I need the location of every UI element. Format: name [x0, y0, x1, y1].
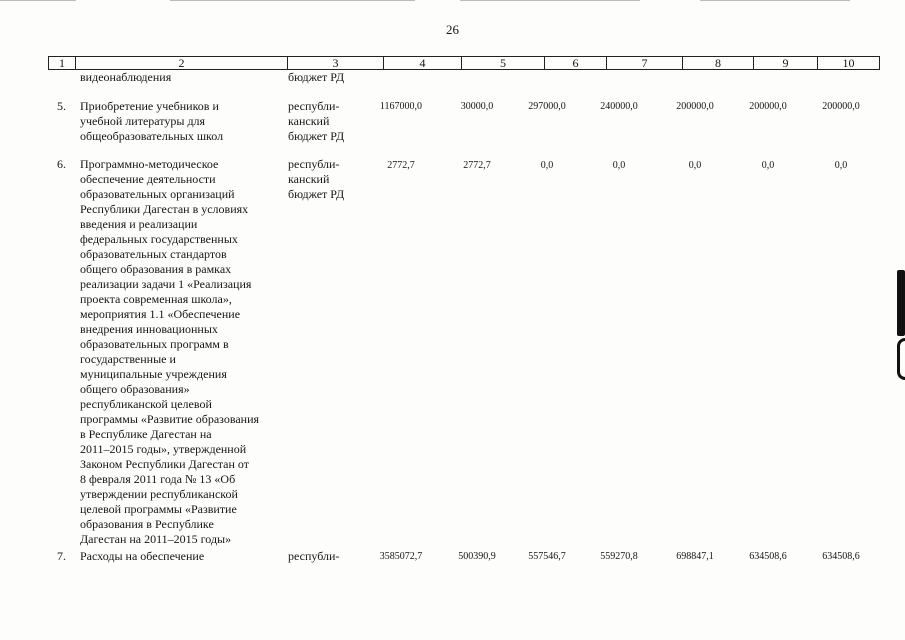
row-source: республи-: [288, 549, 340, 563]
row-source: республи- канский бюджет РД: [288, 157, 345, 201]
header-col-7: 7: [606, 57, 682, 69]
row-name: Программно-методическое обеспечение деятельности образовательных организаций Республики Дагестан в условиях введения и реализации федеральных государственных образовательных стандартов общего образования в рамках реализации задачи 1 «Реализация проекта современная школа», мероприятия 1.1 «Обеспечение внедрения инновационных образовательных программ в государственные и муниципальные учреждения общего образования» республиканской целевой программы «Развитие образования в Республике Дагестан на 2011–2015 годы», утвержденной Законом Республики Дагестан от 8 февраля 2011 года № 13 «Об утверждении республиканской целевой программы «Развитие образования в Республике Дагестан на 2011–2015 годы»: [80, 157, 260, 546]
row-number: 5.: [57, 99, 66, 113]
row-name: Расходы на обеспечение: [80, 549, 205, 563]
value-col-10: 200000,0: [822, 101, 860, 112]
header-col-1: 1: [59, 56, 65, 70]
value-col-4: 2772,7: [387, 160, 415, 171]
value-col-9: 634508,6: [749, 551, 787, 562]
value-col-7: 559270,8: [600, 551, 638, 562]
value-col-10: 634508,6: [822, 551, 860, 562]
value-col-6: 0,0: [540, 160, 554, 171]
header-col-5: 5: [461, 57, 544, 69]
value-col-5: 500390,9: [458, 551, 496, 562]
header-col-4: 4: [383, 57, 461, 69]
value-col-8: 200000,0: [676, 101, 714, 112]
page-number: 26: [446, 22, 459, 37]
scan-binding-mark: [897, 338, 905, 380]
header-col-2: 2: [75, 57, 287, 69]
scan-smudge-mark: [897, 270, 905, 336]
value-col-9: 200000,0: [749, 101, 787, 112]
table-header-row: [48, 56, 880, 70]
value-col-9: 0,0: [761, 160, 775, 171]
value-col-8: 698847,1: [676, 551, 714, 562]
value-col-6: 297000,0: [528, 101, 566, 112]
value-col-5: 2772,7: [463, 160, 491, 171]
value-col-10: 0,0: [834, 160, 848, 171]
header-col-6: 6: [544, 57, 606, 69]
row-number: 6.: [57, 157, 66, 171]
row-number: 7.: [57, 549, 66, 563]
value-col-5: 30000,0: [460, 101, 494, 112]
continuation-name: видеонаблюдения: [80, 70, 172, 84]
row-source: республи- канский бюджет РД: [288, 99, 345, 143]
header-col-8: 8: [682, 57, 753, 69]
header-col-10: 10: [817, 57, 879, 69]
value-col-4: 1167000,0: [379, 101, 423, 112]
value-col-4: 3585072,7: [379, 551, 423, 562]
value-col-7: 240000,0: [600, 101, 638, 112]
row-name: Приобретение учебников и учебной литературы для общеобразовательных школ: [80, 99, 224, 143]
value-col-7: 0,0: [612, 160, 626, 171]
continuation-source: бюджет РД: [288, 70, 345, 84]
value-col-8: 0,0: [688, 160, 702, 171]
header-col-3: 3: [287, 57, 383, 69]
header-col-9: 9: [753, 57, 817, 69]
value-col-6: 557546,7: [528, 551, 566, 562]
